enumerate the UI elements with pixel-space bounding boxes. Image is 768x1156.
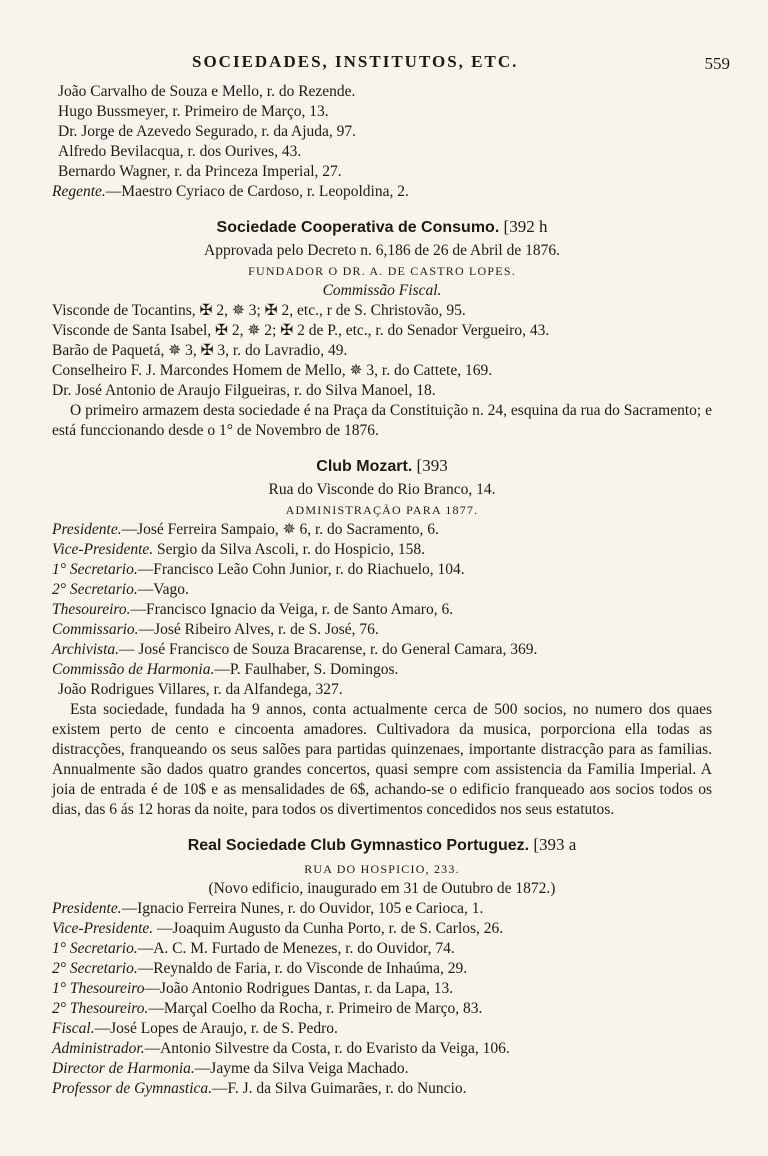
section-title: Sociedade Cooperativa de Consumo. [216,219,500,236]
role-value: —Marçal Coelho da Rocha, r. Primeiro de Março, 83. [148,1000,483,1017]
role-value: —José Ribeiro Alves, r. de S. José, 76. [138,621,379,638]
role-label: Thesoureiro. [52,601,131,618]
page-number: 559 [704,54,730,73]
officer-line [52,600,712,620]
list-item: Visconde de Santa Isabel, ✠ 2, ✵ 2; ✠ 2 de P., etc., r. do Senador Vergueiro, 43. [52,322,550,339]
officer-line [52,1019,712,1039]
running-title: SOCIEDADES, INSTITUTOS, ETC. [192,52,519,71]
officer-line [52,919,712,939]
role-label: Vice-Presidente. [52,541,154,558]
officer-line [52,540,712,560]
approval-line: Approvada pelo Decreto n. 6,186 de 26 de Abril de 1876. [204,242,560,259]
list-item: Visconde de Tocantins, ✠ 2, ✵ 3; ✠ 2, etc., r de S. Christovão, 95. [52,302,466,319]
role-label: Presidente. [52,900,122,917]
officer-line [52,1039,712,1059]
section-number: [392 h [503,217,548,236]
role-value: —Reynaldo de Faria, r. do Visconde de Inhaúma, 29. [137,960,468,977]
role-value: —Ignacio Ferreira Nunes, r. do Ouvidor, 105 e Carioca, 1. [121,900,484,917]
role-value: —Jayme da Silva Veiga Machado. [194,1060,409,1077]
officer-line [52,580,712,600]
role-value: —José Ferreira Sampaio, ✵ 6, r. do Sacramento, 6. [121,521,439,538]
body-paragraph: Esta sociedade, fundada ha 9 annos, conta actualmente cerca de 500 socios, no numero dos quaes existem perto de cento e cincoenta amadores. Cultivadora da musica, porporciona ella todas as distracções, franqueando os seus salões para partidas quinzenaes, importante distracção para as familias. Annualmente são dados quatro grandes concertos, quasi sempre com assistencia da Familia Imperial. A joia de entrada é de 10$ e as mensalidades de 6$, achando-se o edificio franqueado aos socios todos os dias, das 6 ás 12 horas da noite, para todos os divertimentos concedidos nos seus estatutos. [52,701,712,818]
list-item: Alfredo Bevilacqua, r. dos Ourives, 43. [58,143,302,160]
page [52,52,730,1099]
officer-line [52,620,712,640]
role-label: Commissario. [52,621,139,638]
role-value: —Francisco Leão Cohn Junior, r. do Riachuelo, 104. [137,561,465,578]
running-header [52,52,730,82]
role-value: —José Lopes de Araujo, r. de S. Pedro. [94,1020,338,1037]
body-paragraph: O primeiro armazem desta sociedade é na Praça da Constituição n. 24, esquina da rua do Sacramento; e está funccionando desde o 1° de Novembro de 1876. [52,402,712,439]
role-label: Presidente. [52,521,122,538]
role-label: 2° Secretario. [52,960,138,977]
administration-line: ADMINISTRAÇÃO PARA 1877. [285,503,479,517]
role-value: — José Francisco de Souza Bracarense, r. do General Camara, 369. [119,641,538,658]
role-label: Regente. [52,183,106,200]
role-value: —Francisco Ignacio da Veiga, r. de Santo Amaro, 6. [130,601,454,618]
role-label: Professor de Gymnastica. [52,1080,213,1097]
section-number: [393 [416,456,448,475]
officer-line [52,560,712,580]
list-item: João Rodrigues Villares, r. da Alfandega, 327. [58,681,343,698]
section-number: [393 a [533,835,577,854]
section-heading [52,214,712,241]
list-item: Dr. Jorge de Azevedo Segurado, r. da Ajuda, 97. [58,123,357,140]
officer-line [52,1059,712,1079]
section-title: Real Sociedade Club Gymnastico Portuguez. [187,837,530,854]
commission-heading: Commissão Fiscal. [322,282,442,299]
role-label: 1° Thesoureiro [52,980,145,997]
role-label: Vice-Presidente. [52,920,154,937]
section-mozart [52,453,712,820]
address-line: RUA DO HOSPICIO, 233. [304,862,460,876]
role-value: —Vago. [137,581,189,598]
role-label: 2° Thesoureiro. [52,1000,149,1017]
list-item: Bernardo Wagner, r. da Princeza Imperial, 27. [58,163,342,180]
officer-line [52,1079,712,1099]
officer-line [52,520,712,540]
role-value: —F. J. da Silva Guimarães, r. do Nuncio. [212,1080,467,1097]
role-label: Fiscal. [52,1020,95,1037]
role-value: —A. C. M. Furtado de Menezes, r. do Ouvidor, 74. [137,940,455,957]
role-label: Archivista. [52,641,120,658]
section-real-sociedade [52,832,712,1099]
role-label: 1° Secretario. [52,561,138,578]
role-label: 2° Secretario. [52,581,138,598]
top-list [52,82,712,202]
regente-line [52,182,712,202]
role-label: Commissão de Harmonia. [52,661,215,678]
section-cooperativa [52,214,712,441]
role-label: 1° Secretario. [52,940,138,957]
section-heading [52,832,712,859]
role-value: —João Antonio Rodrigues Dantas, r. da Lapa, 13. [144,980,454,997]
role-label: Administrador. [52,1040,145,1057]
officer-line [52,979,712,999]
list-item: Barão de Paquetá, ✵ 3, ✠ 3, r. do Lavradio, 49. [52,342,348,359]
list-item: Hugo Bussmeyer, r. Primeiro de Março, 13. [58,103,329,120]
officer-line [52,999,712,1019]
officer-line [52,899,712,919]
role-value: —Antonio Silvestre da Costa, r. do Evaristo da Veiga, 106. [144,1040,510,1057]
role-value: —P. Faulhaber, S. Domingos. [214,661,399,678]
address-line: Rua do Visconde do Rio Branco, 14. [268,481,496,498]
role-value: —Maestro Cyriaco de Cardoso, r. Leopoldina, 2. [105,183,409,200]
role-value: Sergio da Silva Ascoli, r. do Hospicio, 158. [153,541,425,558]
list-item: Dr. José Antonio de Araujo Filgueiras, r. do Silva Manoel, 18. [52,382,436,399]
role-label: Director de Harmonia. [52,1060,195,1077]
list-item: Conselheiro F. J. Marcondes Homem de Mello, ✵ 3, r. do Cattete, 169. [52,362,493,379]
role-value: —Joaquim Augusto da Cunha Porto, r. de S. Carlos, 26. [153,920,504,937]
section-heading [52,453,712,480]
officer-line [52,640,712,660]
officer-line [52,939,712,959]
officer-line [52,660,712,680]
officer-line [52,959,712,979]
list-item: João Carvalho de Souza e Mello, r. do Rezende. [58,83,356,100]
note-line: (Novo edificio, inaugurado em 31 de Outubro de 1872.) [208,880,556,897]
founder-line: FUNDADOR O DR. A. DE CASTRO LOPES. [248,264,516,278]
section-title: Club Mozart. [316,458,413,475]
